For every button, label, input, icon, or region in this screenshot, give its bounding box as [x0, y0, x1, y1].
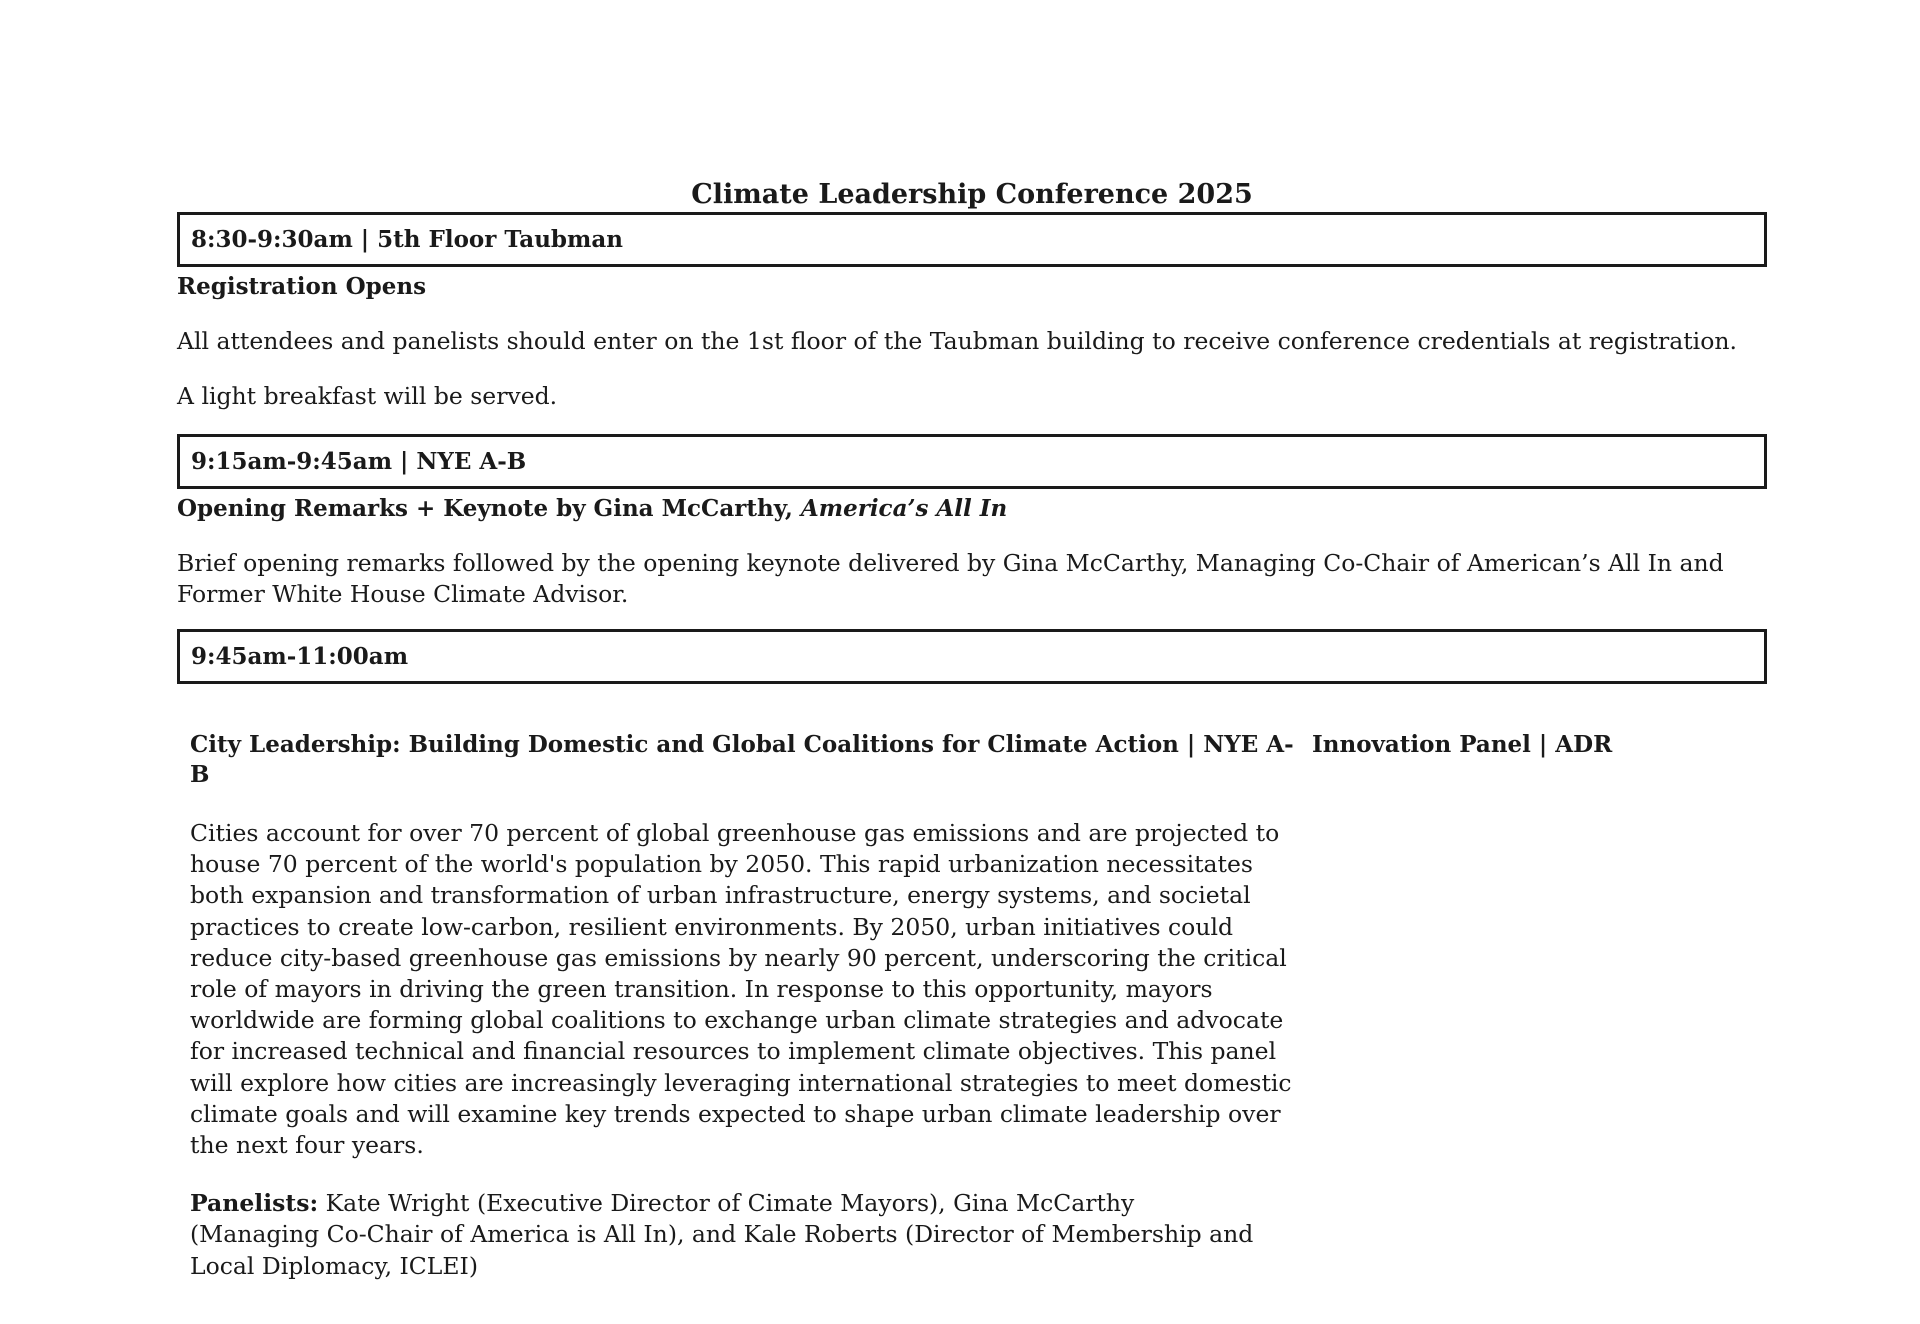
session-time-box — [177, 434, 1767, 489]
breakout-title: City Leadership: Building Domestic and Global Coalitions for Climate Action | NYE A-B — [190, 731, 1294, 788]
session-title-italic: America’s All In — [800, 495, 1008, 522]
session-paragraph: Brief opening remarks followed by the opening keynote delivered by Gina McCarthy, Managing Co-Chair of American’s All In and Former White House Climate Advisor. — [177, 549, 1724, 608]
session-time-location: 9:45am-11:00am — [191, 643, 409, 670]
breakout-description: Cities account for over 70 percent of global greenhouse gas emissions and are projected to house 70 percent of the world's population by 2050. This rapid urbanization necessitates both expansion and transformation of urban infrastructure, energy systems, and societal practices to create low-carbon, resilient environments. By 2050, urban initiatives could reduce city-based greenhouse gas emissions by nearly 90 percent, underscoring the critical role of mayors in driving the green transition. In response to this opportunity, mayors worldwide are forming global coalitions to exchange urban climate strategies and advocate for increased technical and financial resources to implement climate objectives. This panel will explore how cities are increasingly leveraging international strategies to meet domestic climate goals and will examine key trends expected to shape urban climate leadership over the next four years. — [190, 819, 1292, 1160]
session-time-location: 9:15am-9:45am | NYE A-B — [191, 448, 527, 475]
panelists-label: Panelists: — [190, 1189, 319, 1218]
session-time-box — [177, 212, 1767, 267]
session-title-text: Opening Remarks + Keynote by Gina McCarthy, — [177, 495, 801, 522]
session-paragraph: A light breakfast will be served. — [177, 382, 558, 410]
breakout-panelists — [190, 1188, 1260, 1282]
panelists-text: Kate Wright (Executive Director of Cimate Mayors), Gina McCarthy (Managing Co-Chair of America is All In), and Kale Roberts (Director of Membership and Local Diplomacy, ICLEI) — [190, 1189, 1254, 1280]
breakout-right — [1300, 730, 1612, 1282]
breakout-left — [190, 730, 1300, 1282]
session-title — [177, 494, 1767, 524]
breakout-columns — [177, 730, 1767, 1282]
breakout-title: Innovation Panel | ADR — [1312, 731, 1613, 758]
agenda-page — [177, 178, 1767, 1282]
session-title: Registration Opens — [177, 273, 427, 300]
session-time-box — [177, 629, 1767, 684]
session-paragraph: All attendees and panelists should enter on the 1st floor of the Taubman building to receive conference credentials at registration. — [177, 327, 1737, 355]
session-time-location: 8:30-9:30am | 5th Floor Taubman — [191, 226, 623, 253]
page-title: Climate Leadership Conference 2025 — [691, 179, 1253, 210]
